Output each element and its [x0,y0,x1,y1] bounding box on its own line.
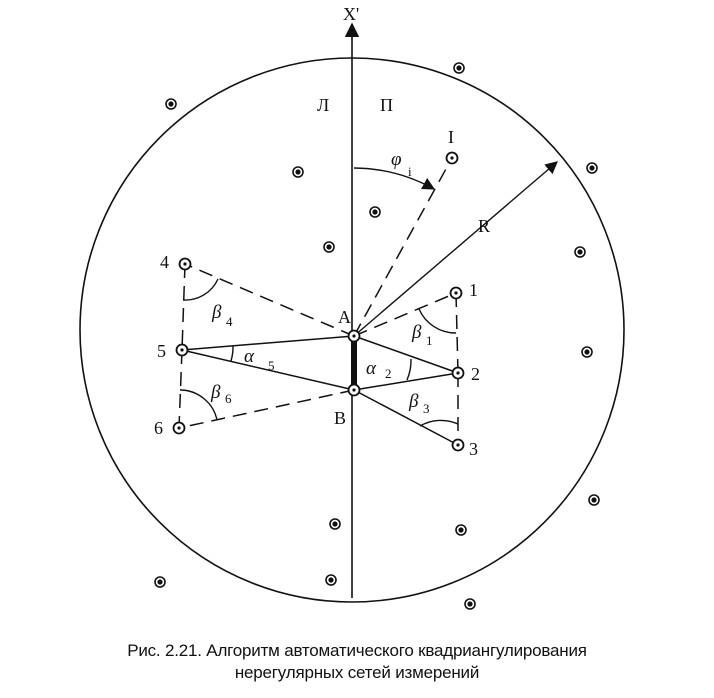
beta3-label: β [409,391,419,412]
ray-a-i [354,158,452,336]
arc-alpha5 [231,346,233,361]
point-marker [454,63,464,73]
phi-label: φ [391,149,402,170]
point-marker [587,163,597,173]
point-marker [324,242,334,252]
scatter-points [155,63,599,609]
right-half-label: П [380,95,393,115]
beta4-label: β [212,302,222,323]
beta6-label: β [211,382,221,403]
point-marker [166,99,176,109]
point-i-label: I [448,127,454,147]
radius-line [354,162,557,336]
beta4-subscript: 4 [226,314,233,329]
point-3-label: 3 [469,439,478,459]
left-half-label: Л [317,95,330,115]
arc-beta1 [419,309,456,333]
alpha2-subscript: 2 [385,366,392,381]
ray-b-6 [179,390,354,428]
beta6-subscript: 6 [225,391,232,406]
ray-5-6 [179,350,182,428]
point-2-label: 2 [471,364,480,384]
ray-a-4 [185,264,354,336]
point-marker [589,495,599,505]
alpha5-label: α [244,346,254,367]
point-marker [293,167,303,177]
point-marker [370,207,380,217]
point-marker [456,525,466,535]
point-marker [575,247,585,257]
point-marker [155,577,165,587]
point-6-label: 6 [154,418,163,438]
alpha5-subscript: 5 [268,358,275,373]
axis-label: X' [343,4,360,24]
ray-4-5 [182,264,185,350]
beta3-subscript: 3 [423,401,430,416]
point-b-label: B [334,408,347,428]
line-b-3 [354,390,458,445]
caption-line-1: Рис. 2.21. Алгоритм автоматического квадриангулирования [127,641,587,660]
alpha2-label: α [366,358,376,379]
point-4-label: 4 [160,252,169,272]
point-1-label: 1 [469,280,478,300]
line-a-5 [182,336,354,350]
point-marker [326,575,336,585]
arc-beta4 [183,279,218,300]
beta1-label: β [412,322,422,343]
phi-subscript: i [408,164,412,179]
point-5-label: 5 [157,341,166,361]
radius-label: R [478,216,491,236]
figure-caption [0,640,714,684]
arc-beta3 [420,420,458,426]
point-marker [465,599,475,609]
arc-alpha2 [407,359,411,380]
point-marker [582,347,592,357]
point-marker [330,519,340,529]
ray-1-2 [456,293,458,373]
beta1-subscript: 1 [426,333,433,348]
point-a-label: A [338,307,351,327]
phi-arc [354,168,434,189]
caption-line-2: нерегулярных сетей измерений [234,663,480,682]
